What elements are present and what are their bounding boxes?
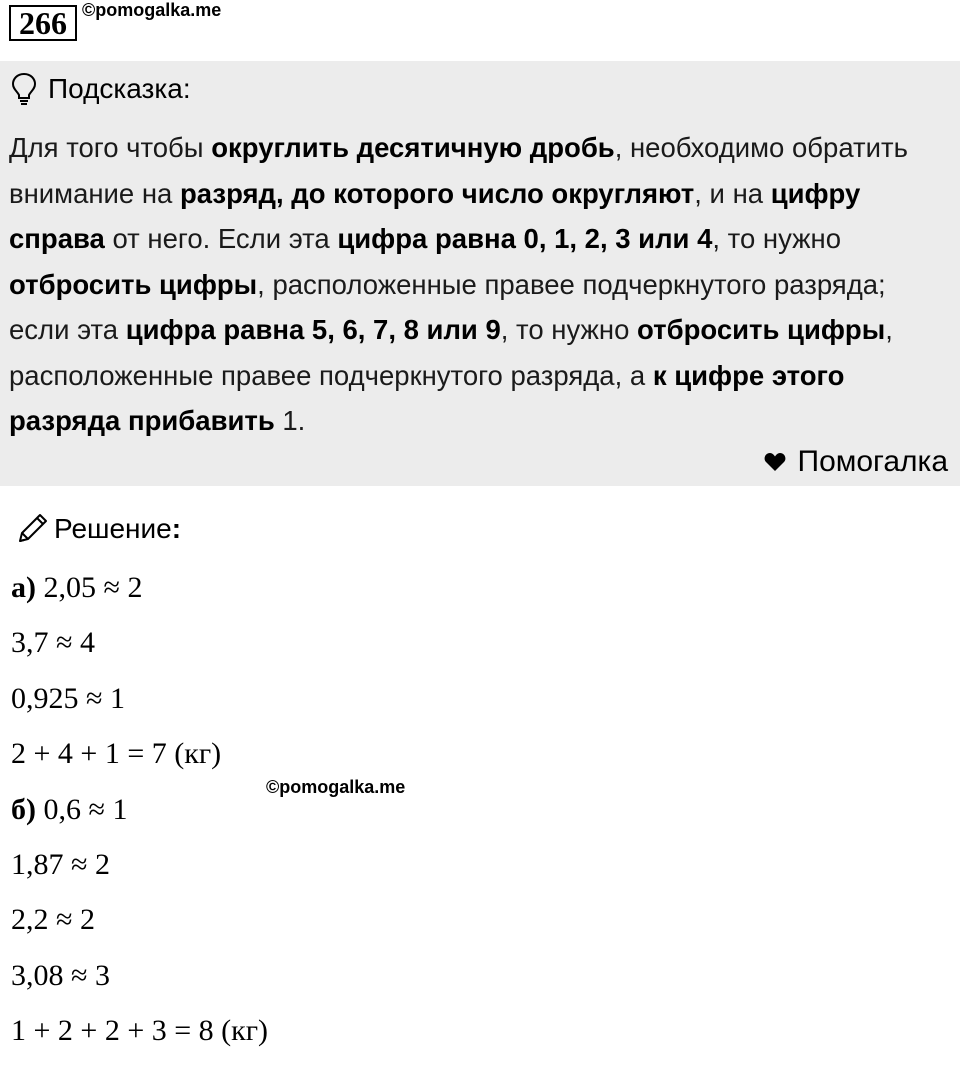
solution-lines — [11, 565, 268, 1064]
hint-segment: , необходимо обратить внимание на — [9, 132, 908, 209]
pencil-icon — [14, 511, 50, 547]
hint-bold-segment: к цифре этого разряда прибавить — [9, 359, 845, 436]
solution-expression: 3,08 ≈ 3 — [11, 958, 110, 992]
solution-line — [11, 842, 268, 897]
hint-segment: 1. — [274, 405, 306, 436]
hint-bold-segment: округлить десятичную дробь — [211, 132, 615, 163]
solution-line — [11, 676, 268, 731]
solution-expression: 0,925 ≈ 1 — [11, 681, 125, 715]
hint-text — [9, 125, 944, 444]
solution-expression: 1 + 2 + 2 + 3 = 8 (кг) — [11, 1014, 269, 1048]
solution-expression: 2,2 ≈ 2 — [11, 903, 95, 937]
solution-line — [11, 620, 268, 675]
hint-bold-segment: цифра равна 5, 6, 7, 8 или 9 — [125, 314, 501, 345]
part-label: а) — [11, 571, 44, 604]
solution-line — [11, 897, 268, 952]
solution-expression: 2 + 4 + 1 = 7 (кг) — [11, 737, 222, 771]
lightbulb-icon — [10, 72, 38, 106]
solution-expression: 3,7 ≈ 4 — [11, 626, 95, 660]
hint-bold-segment: разряд, до которого число округляют — [179, 177, 695, 209]
hint-bold-segment: цифру справа — [9, 177, 861, 254]
solution-line — [11, 787, 268, 842]
solution-line — [11, 731, 268, 786]
solution-header — [14, 511, 181, 547]
watermark-middle: ©pomogalka.me — [266, 777, 406, 797]
solution-line — [11, 1008, 268, 1063]
part-label: б) — [11, 792, 44, 826]
solution-title — [54, 513, 181, 545]
solution-expression: 1,87 ≈ 2 — [11, 847, 110, 881]
hint-segment: , расположенные правее подчеркнутого разряда, а — [9, 314, 893, 391]
solution-expression: 2,05 ≈ 2 — [43, 571, 143, 604]
hint-title: Подсказка: — [48, 73, 191, 104]
solution-title-colon: : — [171, 513, 182, 544]
watermark-top: ©pomogalka.me — [82, 0, 222, 20]
hint-bold-segment: отбросить цифры — [637, 314, 886, 345]
heart-icon — [764, 452, 786, 472]
credit-label: Помогалка — [797, 445, 948, 478]
solution-line — [11, 953, 268, 1008]
solution-expression: 0,6 ≈ 1 — [43, 792, 128, 826]
hint-segment: , расположенные правее подчеркнутого разряда; если эта — [9, 268, 886, 345]
solution-line — [11, 565, 268, 620]
hint-panel — [0, 61, 960, 486]
credit — [764, 445, 949, 479]
hint-segment: , то нужно — [712, 223, 842, 254]
problem-number: 266 — [9, 5, 77, 41]
hint-bold-segment: цифра равна 0, 1, 2, 3 или 4 — [337, 223, 713, 254]
hint-segment: , то нужно — [500, 314, 638, 345]
hint-segment: Для того чтобы — [9, 132, 212, 163]
hint-segment: , и на — [694, 177, 771, 209]
hint-segment: от него. Если эта — [104, 223, 338, 254]
solution-title-text: Решение — [54, 513, 172, 544]
hint-header — [10, 69, 191, 109]
hint-bold-segment: отбросить цифры — [9, 268, 258, 300]
